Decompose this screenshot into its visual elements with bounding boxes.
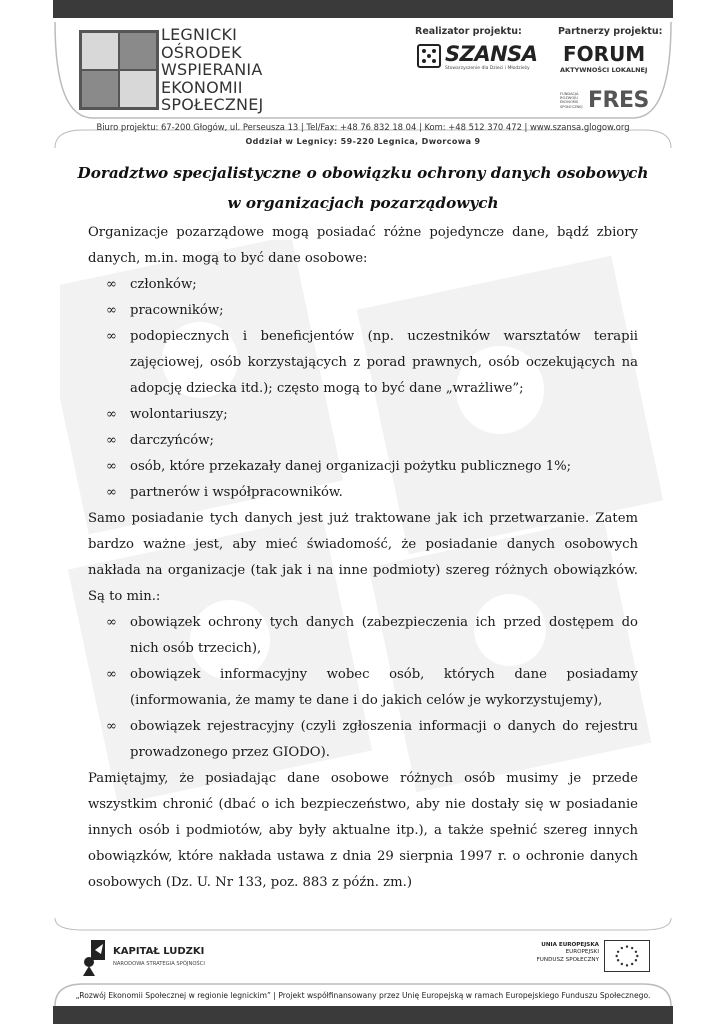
list-item bbox=[88, 428, 638, 454]
eu-flag-icon bbox=[604, 940, 650, 972]
list-item bbox=[88, 402, 638, 428]
org-name-line: LEGNICKI bbox=[161, 25, 238, 44]
fres-line: FUNDACJA bbox=[560, 92, 579, 96]
list-item bbox=[88, 454, 638, 480]
szansa-logo-text: SZANSA bbox=[445, 42, 538, 66]
kapital-ludzki-subtitle: NARODOWA STRATEGIA SPÓJNOŚCI bbox=[113, 961, 205, 967]
obligations-paragraph: Samo posiadanie tych danych jest już traktowane jak ich przetwarzanie. Zatem bardzo ważne jest, aby mieć świadomość, że posiadanie danych osobowych nakłada na organizacje (tak jak i na inne podmioty) szereg różnych obowiązków. Są to min.: bbox=[88, 511, 638, 604]
infinity-bullet-icon: ∞ bbox=[106, 407, 117, 422]
lowes-logo bbox=[79, 30, 159, 110]
list-item-text: obowiązek ochrony tych danych (zabezpieczenia ich przed dostępem do nich osób trzecich), bbox=[130, 615, 638, 656]
fres-line: SPOŁECZNEJ bbox=[560, 104, 583, 109]
contact-line: Biuro projektu: 67-200 Głogów, ul. Perseusza 13 | Tel/Fax: +48 76 832 18 04 | Kom: +48 512 370 472 | www.szansa.glogow.org bbox=[96, 122, 630, 132]
list-item-text: członków; bbox=[130, 277, 197, 292]
fres-logo-text: FRES bbox=[588, 88, 649, 113]
partners-label: Partnerzy projektu: bbox=[558, 26, 663, 37]
obligations-list bbox=[88, 610, 638, 766]
org-name-line: EKONOMII bbox=[161, 77, 243, 97]
list-item-text: pracowników; bbox=[130, 303, 224, 318]
realizator-label: Realizator projektu: bbox=[415, 26, 522, 37]
realizator-block bbox=[415, 26, 545, 71]
fres-small-text bbox=[560, 92, 583, 109]
document-body bbox=[88, 220, 638, 896]
dice-icon bbox=[417, 44, 441, 68]
org-name-line: OŚRODEK bbox=[161, 42, 242, 62]
kapital-ludzki-title: KAPITAŁ LUDZKI bbox=[113, 946, 205, 957]
eu-label-line: FUNDUSZ SPOŁECZNY bbox=[536, 956, 599, 963]
branch-line: Oddział w Legnicy: 59-220 Legnica, Dworcowa 9 bbox=[245, 137, 481, 146]
project-funding-line: „Rozwój Ekonomii Społecznej w regionie legnickim” | Projekt współfinansowany przez Unię Europejską w ramach Europejskiego Funduszu Społecznego. bbox=[75, 991, 651, 1000]
infinity-bullet-icon: ∞ bbox=[106, 485, 117, 500]
intro-paragraph: Organizacje pozarządowe mogą posiadać różne pojedyncze dane, bądź zbiory danych, m.in. mogą to być dane osobowe: bbox=[88, 225, 638, 266]
org-name-line: SPOŁECZNEJ bbox=[161, 95, 264, 114]
infinity-bullet-icon: ∞ bbox=[106, 277, 117, 292]
infinity-bullet-icon: ∞ bbox=[106, 459, 117, 474]
list-item-text: podopiecznych i beneficjentów (np. uczestników warsztatów terapii zajęciowej, osób korzystających z porad prawnych, osób oczekujących na adopcję dziecka itd.); często mogą to być dane „wrażliwe”; bbox=[130, 329, 638, 396]
eu-label-line: EUROPEJSKI bbox=[565, 949, 599, 956]
infinity-bullet-icon: ∞ bbox=[106, 615, 117, 630]
forum-logo-text: FORUM bbox=[563, 42, 646, 66]
partners-block bbox=[558, 26, 668, 113]
list-item-text: wolontariuszy; bbox=[130, 407, 228, 422]
list-item-text: partnerów i współpracowników. bbox=[130, 485, 343, 500]
closing-paragraph: Pamiętajmy, że posiadając dane osobowe różnych osób musimy je przede wszystkim chronić (dbać o ich bezpieczeństwo, aby nie dostały się w posiadanie innych osób i podmiotów, aby były aktualne itp.), a także spełnić szereg innych obowiązków, które nakłada ustawa z dnia 29 sierpnia 1997 r. o ochronie danych osobowych (Dz. U. Nr 133, poz. 883 z późn. zm.) bbox=[88, 771, 638, 890]
list-item bbox=[88, 714, 638, 766]
list-item-text: obowiązek informacyjny wobec osób, których dane posiadamy (informowania, że mamy te dane i do jakich celów je wykorzystujemy), bbox=[130, 667, 638, 708]
letterhead bbox=[53, 18, 673, 150]
page-footer bbox=[53, 918, 673, 1006]
list-item bbox=[88, 298, 638, 324]
document-title-line-1: Doradztwo specjalistyczne o obowiązku ochrony danych osobowych bbox=[77, 164, 649, 182]
list-item-text: osób, które przekazały danej organizacji pożytku publicznego 1%; bbox=[130, 459, 572, 474]
list-item bbox=[88, 324, 638, 402]
infinity-bullet-icon: ∞ bbox=[106, 433, 117, 448]
list-item-text: obowiązek rejestracyjny (czyli zgłoszenia informacji o danych do rejestru prowadzonego przez GIODO). bbox=[130, 719, 638, 760]
infinity-bullet-icon: ∞ bbox=[106, 329, 117, 344]
org-name bbox=[161, 26, 301, 114]
bottom-bar bbox=[53, 1006, 673, 1024]
list-item bbox=[88, 662, 638, 714]
eu-label bbox=[523, 942, 599, 964]
eu-label-line: UNIA EUROPEJSKA bbox=[541, 942, 599, 948]
list-item bbox=[88, 272, 638, 298]
document-title-line-2: w organizacjach pozarządowych bbox=[227, 194, 499, 212]
kapital-ludzki-logo-icon bbox=[81, 940, 107, 976]
infinity-bullet-icon: ∞ bbox=[106, 719, 117, 734]
top-bar bbox=[53, 0, 673, 18]
list-item bbox=[88, 480, 638, 506]
szansa-subtitle: Stowarzyszenie dla Dzieci i Młodzieży bbox=[445, 66, 530, 71]
fres-line: EKONOMII bbox=[560, 100, 578, 105]
list-item-text: darczyńców; bbox=[130, 433, 214, 448]
infinity-bullet-icon: ∞ bbox=[106, 303, 117, 318]
data-types-list bbox=[88, 272, 638, 506]
list-item bbox=[88, 610, 638, 662]
forum-subtitle: AKTYWNOŚCI LOKALNEJ bbox=[560, 66, 648, 74]
fres-line: ROZWOJU bbox=[560, 96, 578, 101]
org-name-line: WSPIERANIA bbox=[161, 60, 263, 79]
infinity-bullet-icon: ∞ bbox=[106, 667, 117, 682]
